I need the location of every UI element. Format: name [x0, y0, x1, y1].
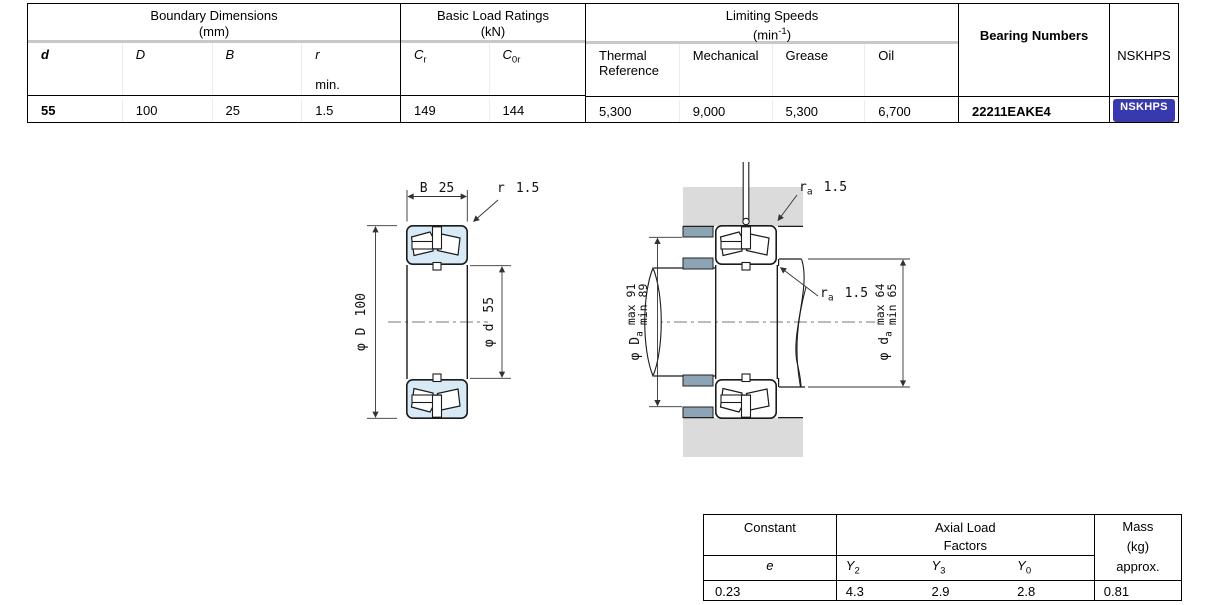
- load-title: Basic Load Ratings: [436, 8, 549, 23]
- bearing-section-bottom: [407, 374, 467, 418]
- col-header-r: r min.: [302, 43, 400, 95]
- nskhps-group: [1110, 4, 1178, 122]
- label-phid-dimension: φ d 55: [481, 296, 497, 348]
- spec-table: [27, 3, 1179, 123]
- col-header-grease: Grease: [773, 44, 866, 96]
- housing-block-bottom: [683, 418, 803, 457]
- value-mechanical: 9,000: [680, 100, 773, 122]
- label-phiD-dimension: φ D 100: [353, 293, 369, 351]
- col-header-thermal: Thermal Reference: [586, 44, 680, 96]
- load-ratings-group: [401, 4, 586, 122]
- bearing-numbers-group: [959, 4, 1110, 122]
- dimension-r-leader: [474, 200, 499, 222]
- boundary-title: Boundary Dimensions: [150, 8, 278, 23]
- col-header-mechanical: Mechanical: [680, 44, 773, 96]
- col-header-oil: Oil: [878, 48, 895, 63]
- col-header-D: D: [123, 43, 213, 95]
- value-e: 0.23: [715, 584, 741, 599]
- label-ra-top: $r_a$ 1.5: [799, 180, 848, 198]
- mass-group: [1095, 515, 1181, 600]
- load-ratings-header: [401, 4, 585, 43]
- col-header-d: d: [28, 43, 123, 95]
- nskhps-header: NSKHPS: [1110, 4, 1178, 97]
- value-d: 55: [28, 99, 123, 122]
- value-D: 100: [123, 99, 213, 122]
- col-header-Cr: $C_r$: [401, 43, 490, 95]
- bearing-numbers-header: Bearing Numbers: [959, 4, 1109, 97]
- col-header-B: B: [213, 43, 303, 95]
- speeds-unit: $(\min^{-1})$: [752, 26, 792, 43]
- value-C0r: 144: [502, 103, 525, 119]
- bearing-section-bottom: [716, 374, 776, 418]
- value-B: 25: [213, 99, 303, 122]
- value-mass: 0.81: [1103, 584, 1130, 599]
- bearing-section-top: [716, 226, 776, 270]
- boundary-dimensions-group: [28, 4, 401, 122]
- col-header-C0r: $C_{0r}$: [502, 47, 521, 66]
- value-Y2: 4.3: [845, 584, 864, 599]
- dimension-ra-mid-leader: [781, 268, 819, 297]
- col-header-Y0: $Y_0$: [1017, 558, 1032, 577]
- r-min-note: min.: [315, 77, 340, 93]
- value-r-min: 1.5: [315, 103, 334, 119]
- col-header-e: e: [704, 556, 836, 581]
- bearing-section-top: [407, 226, 467, 270]
- limiting-speeds-header: [586, 4, 958, 44]
- value-bearing-number: 22211EAKE4: [972, 103, 1051, 119]
- label-phida-dimension: φ $d_a$ max 64 min 65: [872, 283, 899, 361]
- label-phiDa-dimension: φ $D_a$ max 91 min 89: [623, 283, 650, 361]
- label-r-dimension: r 1.5: [497, 181, 540, 196]
- value-Y0: 2.8: [1017, 584, 1036, 599]
- axial-load-factors-table: [703, 514, 1182, 601]
- limiting-speeds-group: [586, 4, 959, 122]
- boundary-dimensions-header: [28, 4, 400, 43]
- value-grease: 5,300: [773, 100, 866, 122]
- speeds-title: Limiting Speeds: [725, 8, 819, 23]
- label-ra-mid: $r_a$ 1.5: [820, 286, 869, 304]
- label-B-dimension: B 25: [419, 181, 455, 196]
- constant-group: [704, 515, 837, 600]
- axial-load-header: Axial Load Factors: [837, 515, 1094, 556]
- boundary-unit: (mm): [198, 24, 230, 39]
- shaft-break-curve: [796, 259, 804, 387]
- mass-header: Mass (kg) approx.: [1095, 515, 1181, 581]
- value-thermal: 5,300: [586, 100, 680, 122]
- locating-pin: [743, 162, 749, 225]
- value-oil: 6,700: [878, 103, 911, 119]
- shaft-shoulder: [779, 259, 806, 387]
- value-Y3: 2.9: [931, 584, 950, 599]
- axial-load-factors-group: [837, 515, 1095, 600]
- constant-header: Constant: [704, 515, 836, 556]
- value-Cr: 149: [401, 99, 490, 122]
- col-header-Y3: $Y_3$: [931, 558, 946, 577]
- load-unit: (kN): [480, 24, 506, 39]
- nskhps-badge: NSKHPS: [1113, 99, 1175, 122]
- col-header-Y2: $Y_2$: [845, 558, 860, 577]
